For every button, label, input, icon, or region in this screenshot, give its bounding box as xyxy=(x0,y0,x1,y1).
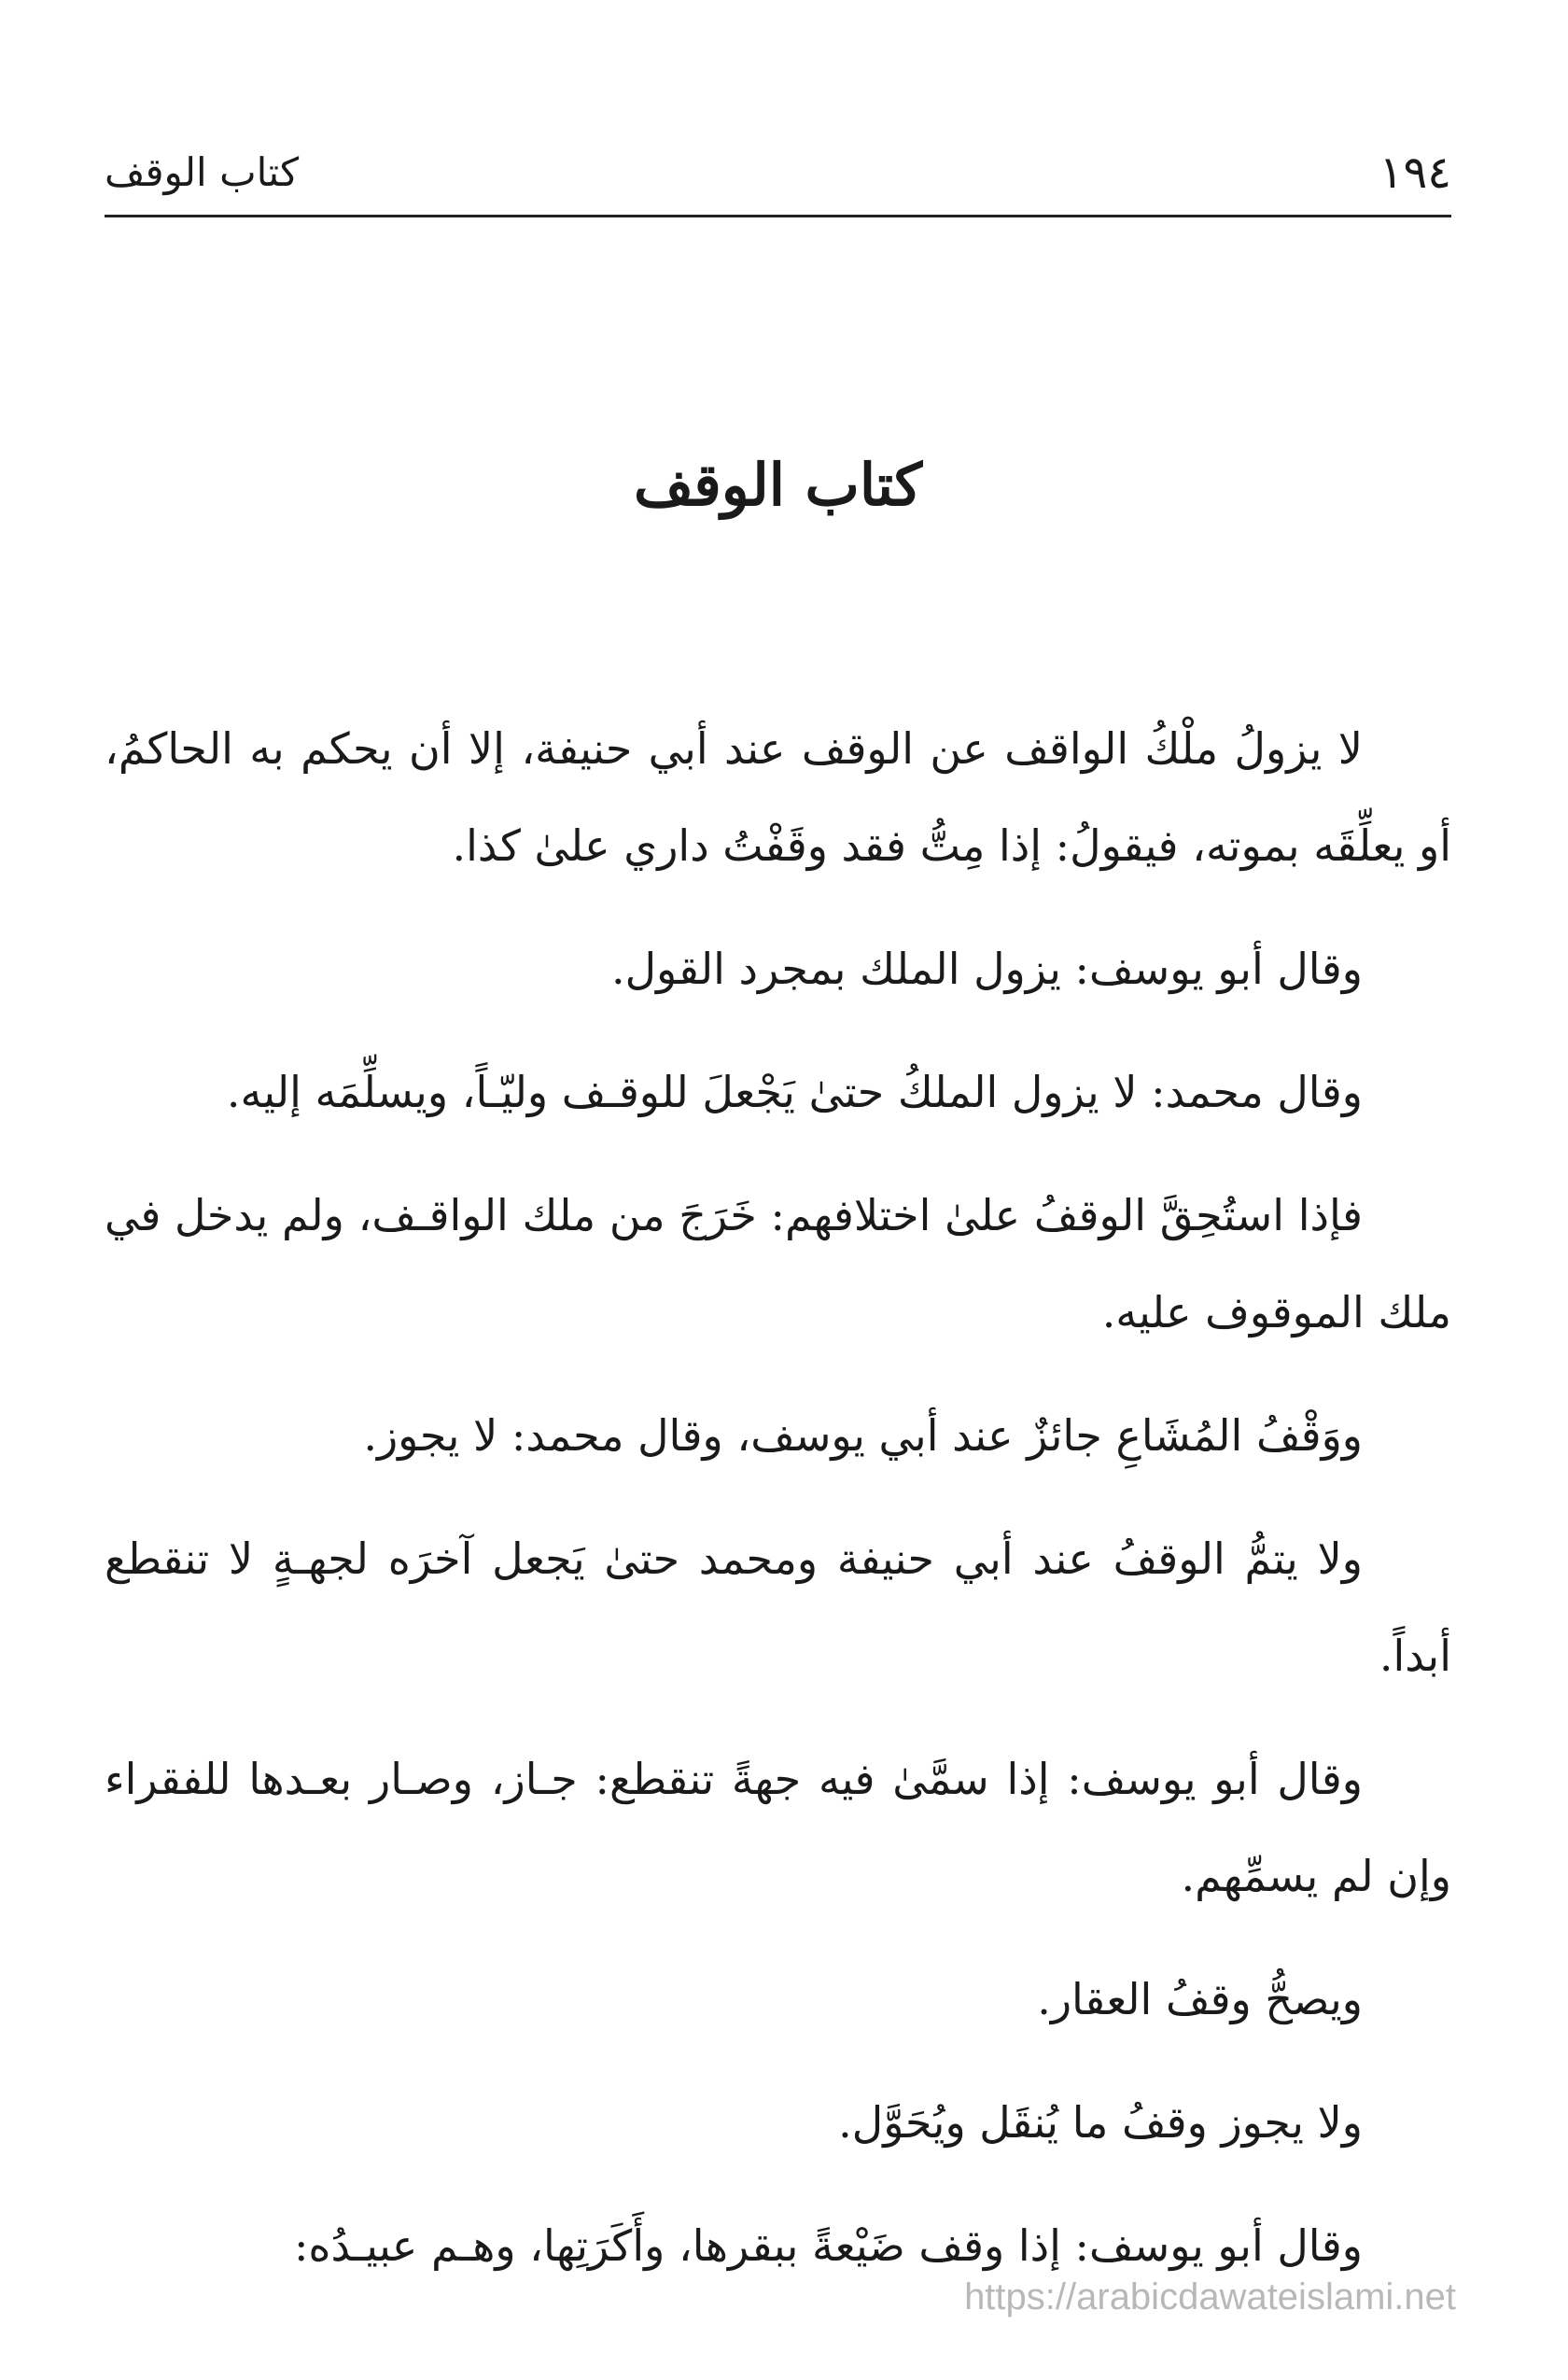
body-text xyxy=(105,700,1451,2320)
chapter-title: كتاب الوقف xyxy=(633,451,923,519)
paragraph: لا يزولُ ملْكُ الواقف عن الوقف عند أبي حنيفة، إلا أن يحكم به الحاكمُ، أو يعلِّقَه بموته، فيقولُ: إذا مِتُّ فقد وقَفْتُ داري علىٰ كذا. xyxy=(105,723,1451,871)
paragraph: ولا يتمُّ الوقفُ عند أبي حنيفة ومحمد حتىٰ يَجعل آخرَه لجهـةٍ لا تنقطع أبداً. xyxy=(105,1533,1451,1681)
page-header xyxy=(105,135,1451,210)
paragraph: ولا يجوز وقفُ ما يُنقَل ويُحَوَّل. xyxy=(838,2097,1363,2148)
paragraph: فإذا استُحِقَّ الوقفُ علىٰ اختلافهم: خَرَجَ من ملك الواقـف، ولم يدخل في ملك الموقوف عليه. xyxy=(105,1190,1451,1337)
header-divider xyxy=(105,215,1451,217)
paragraph: وقال أبو يوسف: إذا سمَّىٰ فيه جهةً تنقطع: جـاز، وصـار بعـدها للفقراء وإن لم يسمِّهم. xyxy=(105,1754,1451,1901)
paragraph: وقال أبو يوسف: إذا وقف ضَيْعةً ببقرها، وأَكَرَتِها، وهـم عبيـدُه: xyxy=(293,2220,1363,2271)
paragraph: وقال أبو يوسف: يزول الملك بمجرد القول. xyxy=(611,944,1363,994)
page-number: ١٩٤ xyxy=(1379,147,1451,199)
paragraph: ويصحُّ وقفُ العقار. xyxy=(1037,1974,1363,2024)
running-title: كتاب الوقف xyxy=(105,149,300,195)
paragraph: ووَقْفُ المُشَاعِ جائزٌ عند أبي يوسف، وقال محمد: لا يجوز. xyxy=(363,1410,1363,1461)
watermark-url: https://arabicdawateislami.net xyxy=(964,2276,1456,2317)
paragraph: وقال محمد: لا يزول الملكُ حتىٰ يَجْعلَ للوقـف وليّـاً، ويسلِّمَه إليه. xyxy=(226,1067,1363,1117)
